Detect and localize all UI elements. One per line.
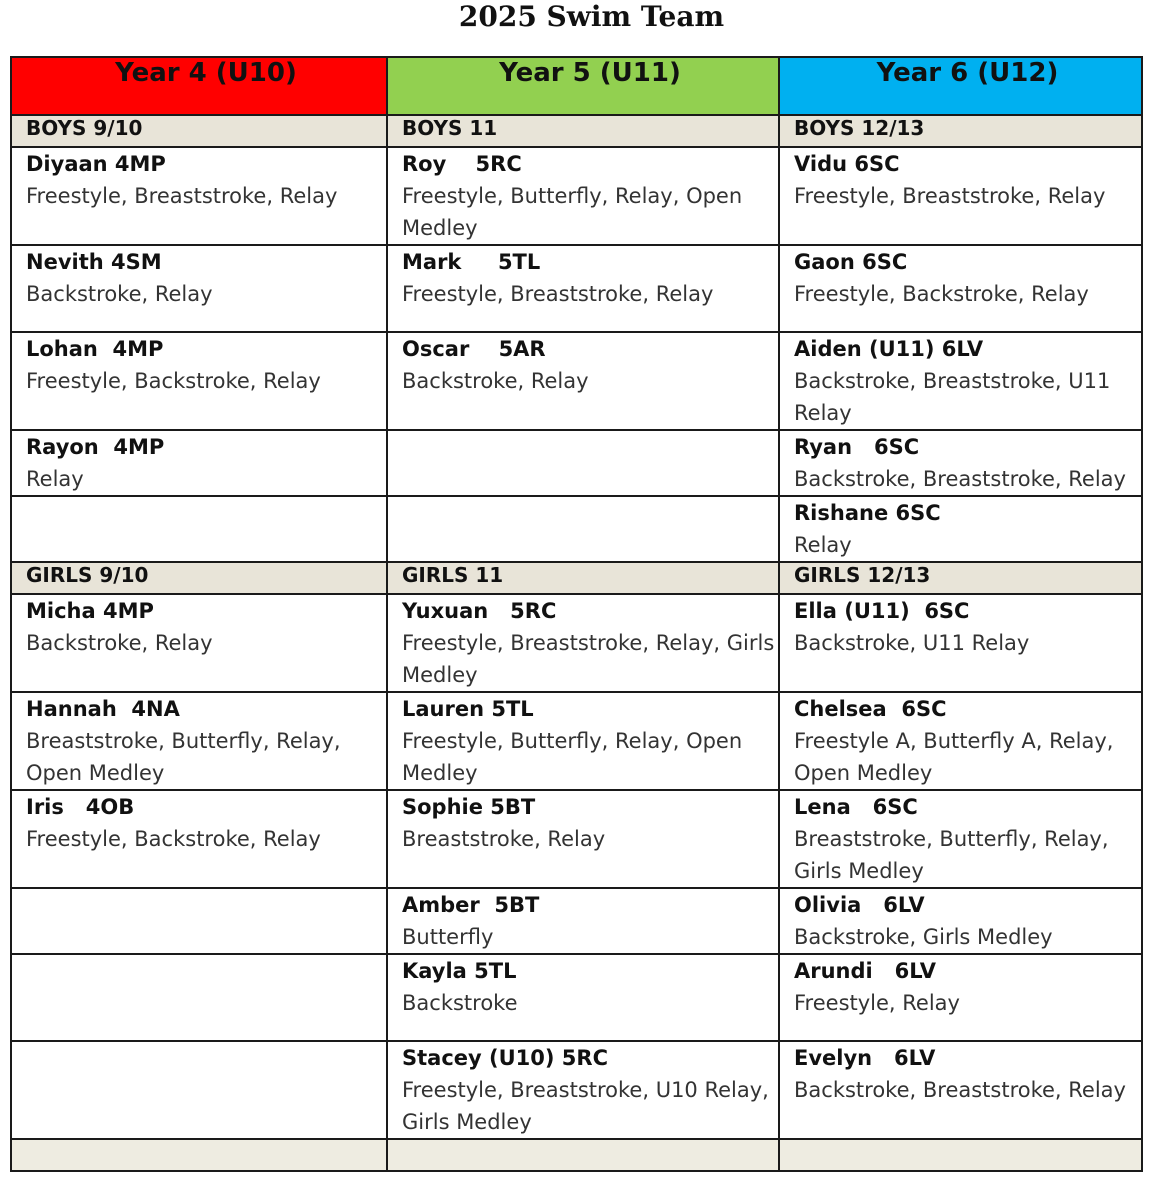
swimmer-name: Stacey (U10) 5RC [402, 1046, 609, 1070]
swimmer-cell [779, 888, 1142, 954]
swimmer-events: Freestyle, Butterfly, Relay, Open Medley [402, 184, 743, 240]
swimmer-name: Yuxuan 5RC [402, 599, 557, 623]
girls-section-row [11, 562, 1142, 594]
table-row [11, 954, 1142, 1041]
swimmer-cell [779, 954, 1142, 1041]
section-label: GIRLS 12/13 [779, 562, 1142, 594]
swimmer-events: Freestyle, Backstroke, Relay [26, 827, 321, 851]
section-label: GIRLS 11 [387, 562, 779, 594]
swimmer-events: Backstroke, Relay [26, 631, 213, 655]
swimmer-name: Hannah 4NA [26, 697, 180, 721]
swimmer-cell [779, 692, 1142, 790]
swimmer-cell [11, 1041, 387, 1139]
swimmer-name: Ryan 6SC [794, 435, 920, 459]
swimmer-name: Lena 6SC [794, 795, 918, 819]
swimmer-cell [11, 496, 387, 562]
swimmer-name: Sophie 5BT [402, 795, 536, 819]
swimmer-cell [779, 245, 1142, 332]
swimmer-name: Amber 5BT [402, 893, 540, 917]
swimmer-name: Arundi 6LV [794, 959, 937, 983]
table-row [11, 496, 1142, 562]
swimmer-cell [779, 147, 1142, 245]
swimmer-name: Mark 5TL [402, 250, 541, 274]
swimmer-events: Freestyle, Backstroke, Relay [26, 369, 321, 393]
swimmer-name: Iris 4OB [26, 795, 135, 819]
swimmer-cell [11, 888, 387, 954]
swimmer-cell [387, 790, 779, 888]
swimmer-name: Roy 5RC [402, 152, 522, 176]
swimmer-events: Freestyle, Relay [794, 991, 960, 1015]
table-row [11, 430, 1142, 496]
table-row [11, 245, 1142, 332]
swimmer-name: Ella (U11) 6SC [794, 599, 970, 623]
table-row [11, 332, 1142, 430]
swimmer-name: Aiden (U11) 6LV [794, 337, 984, 361]
footer-row [11, 1139, 1142, 1171]
swimmer-events: Butterfly [402, 925, 494, 949]
swimmer-name: Evelyn 6LV [794, 1046, 936, 1070]
swimmer-cell [11, 954, 387, 1041]
header-row [11, 57, 1142, 115]
section-label: BOYS 9/10 [11, 115, 387, 147]
swimmer-cell [779, 332, 1142, 430]
swimmer-cell [11, 332, 387, 430]
table-row [11, 790, 1142, 888]
swimmer-cell [387, 1041, 779, 1139]
section-label: BOYS 11 [387, 115, 779, 147]
swimmer-events: Backstroke [402, 991, 518, 1015]
swimmer-name: Lohan 4MP [26, 337, 164, 361]
swimmer-cell [11, 430, 387, 496]
swimmer-name: Rishane 6SC [794, 501, 941, 525]
swimmer-events: Relay [26, 467, 84, 491]
footer-cell [11, 1139, 387, 1171]
swimmer-name: Micha 4MP [26, 599, 154, 623]
swimmer-events: Breaststroke, Relay [402, 827, 606, 851]
swimmer-events: Backstroke, Breaststroke, Relay [794, 1078, 1126, 1102]
swimmer-events: Breaststroke, Butterfly, Relay, Girls Medley [794, 827, 1109, 883]
section-label: GIRLS 9/10 [11, 562, 387, 594]
swimmer-events: Freestyle, Breaststroke, Relay, Girls Medley [402, 631, 775, 687]
swimmer-cell [11, 790, 387, 888]
swimmer-name: Kayla 5TL [402, 959, 517, 983]
swimmer-name: Rayon 4MP [26, 435, 165, 459]
swimmer-cell [779, 496, 1142, 562]
swimmer-cell [11, 692, 387, 790]
swimmer-cell [779, 594, 1142, 692]
swimmer-events: Freestyle, Breaststroke, U10 Relay, Girls Medley [402, 1078, 769, 1134]
swimmer-cell [779, 1041, 1142, 1139]
section-label: BOYS 12/13 [779, 115, 1142, 147]
swimmer-cell [387, 430, 779, 496]
swimmer-events: Backstroke, Breaststroke, Relay [794, 467, 1126, 491]
page-title: 2025 Swim Team [458, 0, 725, 33]
swimmer-name: Vidu 6SC [794, 152, 900, 176]
swimmer-name: Lauren 5TL [402, 697, 534, 721]
swimmer-cell [387, 147, 779, 245]
swimmer-cell [11, 245, 387, 332]
swimmer-events: Freestyle, Breaststroke, Relay [794, 184, 1106, 208]
swimmer-name: Gaon 6SC [794, 250, 908, 274]
swimmer-events: Backstroke, Relay [402, 369, 589, 393]
table-row [11, 1041, 1142, 1139]
swimmer-events: Relay [794, 533, 852, 557]
table-row [11, 147, 1142, 245]
swimmer-name: Diyaan 4MP [26, 152, 166, 176]
table-row [11, 692, 1142, 790]
swimmer-name: Olivia 6LV [794, 893, 925, 917]
swimmer-name: Chelsea 6SC [794, 697, 947, 721]
swimmer-cell [387, 496, 779, 562]
swimmer-cell [11, 594, 387, 692]
table-row [11, 594, 1142, 692]
swimmer-events: Freestyle A, Butterfly A, Relay, Open Medley [794, 729, 1114, 785]
swimmer-cell [387, 692, 779, 790]
header-year-5: Year 5 (U11) [387, 57, 779, 115]
swim-team-table [10, 56, 1143, 1172]
footer-cell [387, 1139, 779, 1171]
swimmer-events: Freestyle, Breaststroke, Relay [402, 282, 714, 306]
swimmer-cell [387, 245, 779, 332]
swimmer-cell [387, 954, 779, 1041]
swimmer-cell [779, 790, 1142, 888]
swimmer-cell [387, 594, 779, 692]
swimmer-events: Freestyle, Backstroke, Relay [794, 282, 1089, 306]
swimmer-cell [779, 430, 1142, 496]
swimmer-events: Backstroke, U11 Relay [794, 631, 1030, 655]
swimmer-cell [387, 888, 779, 954]
header-year-6: Year 6 (U12) [779, 57, 1142, 115]
swimmer-events: Freestyle, Breaststroke, Relay [26, 184, 338, 208]
swimmer-name: Nevith 4SM [26, 250, 162, 274]
swimmer-cell [387, 332, 779, 430]
table-row [11, 888, 1142, 954]
swimmer-events: Freestyle, Butterfly, Relay, Open Medley [402, 729, 743, 785]
swimmer-name: Oscar 5AR [402, 337, 546, 361]
footer-cell [779, 1139, 1142, 1171]
swimmer-events: Backstroke, Relay [26, 282, 213, 306]
boys-section-row [11, 115, 1142, 147]
swimmer-events: Backstroke, Girls Medley [794, 925, 1053, 949]
swimmer-events: Breaststroke, Butterfly, Relay, Open Medley [26, 729, 341, 785]
header-year-4: Year 4 (U10) [11, 57, 387, 115]
swimmer-events: Backstroke, Breaststroke, U11 Relay [794, 369, 1111, 425]
swimmer-cell [11, 147, 387, 245]
